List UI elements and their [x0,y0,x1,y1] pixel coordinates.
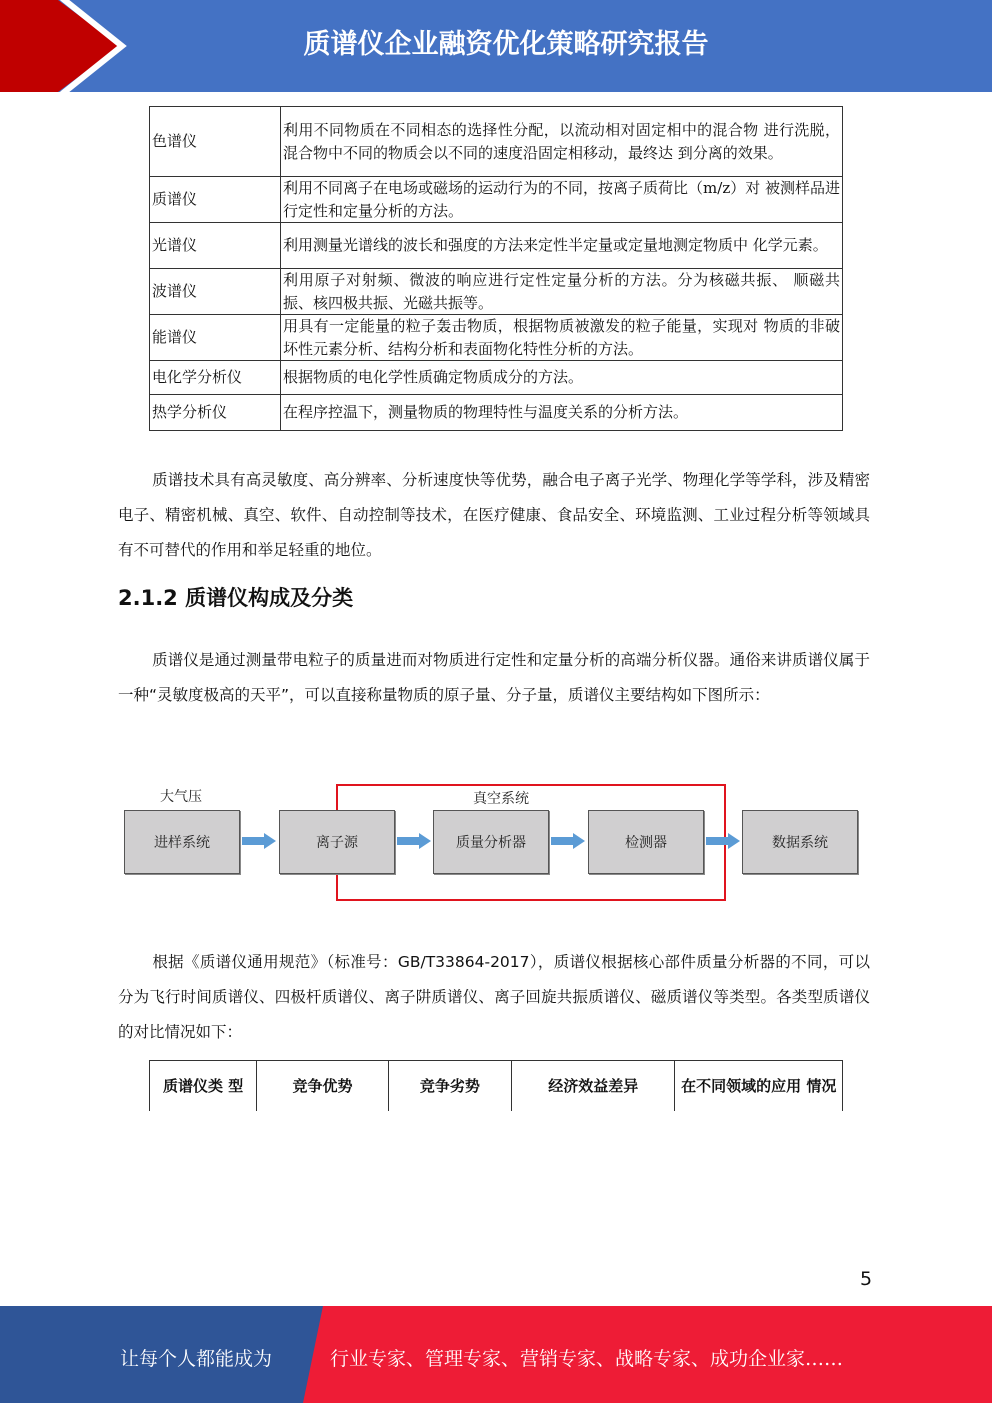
paragraph-text: 质谱技术具有高灵敏度、高分辨率、分析速度快等优势，融合电子离子光学、物理化学等学科，涉及精密电子、精密机械、真空、软件、自动控制等技术，在医疗健康、食品安全、环境监测、工业过程分析等领域具有不可替代的作用和举足轻重的地位。 [118,471,870,559]
detector-box: 检测器 [588,810,704,874]
arrow-right-icon [706,833,740,849]
vacuum-system-label: 真空系统 [473,791,529,807]
footer-slogan-right: 行业专家、管理专家、营销专家、战略专家、成功企业家…… [330,1348,844,1370]
instrument-description: 根据物质的电化学性质确定物质成分的方法。 [281,361,843,395]
instrument-description: 在程序控温下，测量物质的物理特性与温度关系的分析方法。 [281,395,843,431]
table-header-row [150,1061,843,1112]
paragraph-mass-spec-advantages [118,463,870,568]
footer-slogan-left: 让每个人都能成为 [120,1348,273,1370]
report-title: 质谱仪企业融资优化策略研究报告 [303,29,709,60]
column-header: 在不同领域的应用 情况 [675,1061,843,1112]
paragraph-mass-spec-definition [118,643,870,713]
instrument-description: 利用不同物质在不同相态的选择性分配，以流动相对固定相中的混合物 进行洗脱，混合物中不同的物质会以不同的速度沿固定相移动，最终达 到分离的效果。 [281,107,843,177]
paragraph-text: 质谱仪是通过测量带电粒子的质量进而对物质进行定性和定量分析的高端分析仪器。通俗来讲质谱仪属于一种“灵敏度极高的天平”，可以直接称量物质的原子量、分子量，质谱仪主要结构如下图所示： [118,651,870,704]
mass-analyzer-box: 质量分析器 [433,810,549,874]
section-heading: 2.1.2 质谱仪构成及分类 [118,586,354,610]
table-row [150,395,843,431]
paragraph-text: 根据《质谱仪通用规范》（标准号：GB/T33864-2017），质谱仪根据核心部件质量分析器的不同，可以分为飞行时间质谱仪、四极杆质谱仪、离子阱质谱仪、离子回旋共振质谱仪、磁质谱仪等类型。各类型质谱仪的对比情况如下： [118,953,870,1041]
table-row [150,315,843,361]
arrow-right-icon [242,833,276,849]
instrument-name: 电化学分析仪 [150,361,281,395]
mass-spec-structure-diagram [118,778,868,903]
table-row [150,177,843,223]
column-header: 质谱仪类 型 [150,1061,257,1112]
instrument-types-table [149,106,843,431]
data-system-box: 数据系统 [742,810,858,874]
instrument-description: 利用测量光谱线的波长和强度的方法来定性半定量或定量地测定物质中 化学元素。 [281,223,843,269]
paragraph-classification [118,945,870,1050]
table-row [150,223,843,269]
column-header: 竞争优势 [257,1061,388,1112]
atmosphere-label: 大气压 [160,789,202,805]
arrow-right-icon [551,833,585,849]
table-row [150,107,843,177]
column-header: 竞争劣势 [388,1061,511,1112]
instrument-description: 利用不同离子在电场或磁场的运动行为的不同，按离子质荷比（m/z）对 被测样品进行定性和定量分析的方法。 [281,177,843,223]
comparison-table [149,1060,843,1111]
instrument-name: 波谱仪 [150,269,281,315]
instrument-name: 能谱仪 [150,315,281,361]
sample-intro-box: 进样系统 [124,810,240,874]
header-banner [0,0,992,92]
table-row [150,361,843,395]
instrument-name: 光谱仪 [150,223,281,269]
instrument-name: 质谱仪 [150,177,281,223]
page-number: 5 [860,1268,873,1290]
arrow-right-icon [397,833,431,849]
instrument-description: 利用原子对射频、微波的响应进行定性定量分析的方法。分为核磁共振、 顺磁共振、核四极共振、光磁共振等。 [281,269,843,315]
instrument-description: 用具有一定能量的粒子轰击物质，根据物质被激发的粒子能量，实现对 物质的非破坏性元素分析、结构分析和表面物化特性分析的方法。 [281,315,843,361]
instrument-name: 色谱仪 [150,107,281,177]
table-row [150,269,843,315]
ion-source-box: 离子源 [279,810,395,874]
instrument-name: 热学分析仪 [150,395,281,431]
column-header: 经济效益差异 [512,1061,675,1112]
